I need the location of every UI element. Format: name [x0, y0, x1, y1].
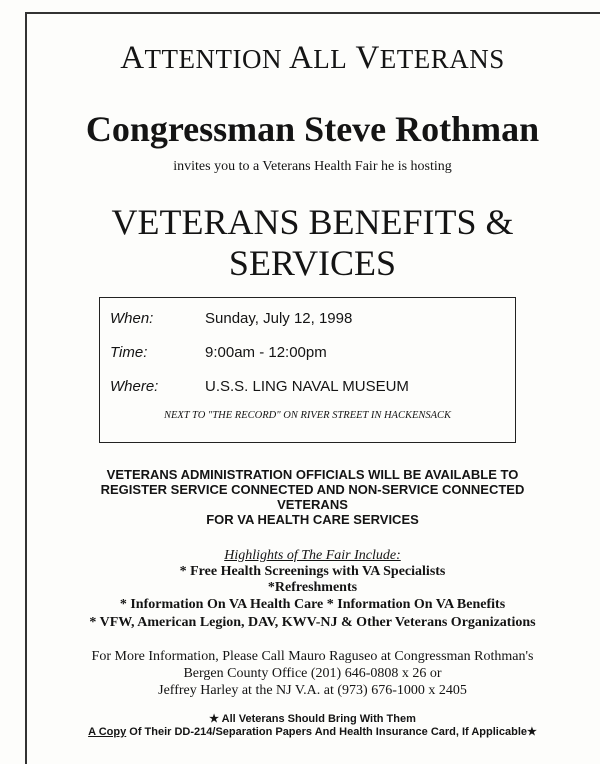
- bring-notice: ★ All Veterans Should Bring With Them: [209, 713, 416, 725]
- invitation-line: invites you to a Veterans Health Fair he is hosting: [173, 159, 452, 174]
- time-value: 9:00am - 12:00pm: [205, 344, 327, 361]
- event-details-box: [99, 297, 516, 443]
- location-note: NEXT TO "THE RECORD" ON RIVER STREET IN HACKENSACK: [163, 410, 452, 421]
- highlight-item: * VFW, American Legion, DAV, KWV-NJ & Other Veterans Organizations: [89, 615, 536, 630]
- time-label: Time:: [110, 344, 148, 361]
- announcement: VETERANS ADMINISTRATION OFFICIALS WILL BE AVAILABLE TO REGISTER SERVICE CONNECTED AND NON-SERVICE CONNECTED VETERANS FOR VA HEALTH CARE SERVICES: [100, 467, 525, 527]
- attention-heading: ATTENTION ALL VETERANS: [120, 40, 505, 76]
- documents-notice: A Copy Of Their DD-214/Separation Papers And Health Insurance Card, If Applicable★: [88, 726, 537, 738]
- contact-info: For More Information, Please Call Mauro Raguseo at Congressman Rothman's Bergen County Office (201) 646-0808 x 26 or Jeffrey Harley at the NJ V.A. at (973) 676-1000 x 2405: [91, 649, 534, 698]
- star-icon: ★: [527, 726, 537, 738]
- where-label: Where:: [110, 378, 159, 395]
- event-title: VETERANS BENEFITS & SERVICES: [111, 202, 514, 283]
- highlights-heading: Highlights of The Fair Include:: [224, 548, 401, 563]
- highlight-item: * Free Health Screenings with VA Specialists: [179, 564, 446, 579]
- when-label: When:: [110, 310, 154, 327]
- when-value: Sunday, July 12, 1998: [205, 310, 353, 327]
- where-value: U.S.S. LING NAVAL MUSEUM: [205, 378, 409, 395]
- host-name: Congressman Steve Rothman: [85, 109, 540, 149]
- star-icon: ★: [209, 713, 219, 725]
- highlight-item: * Information On VA Health Care * Information On VA Benefits: [119, 597, 506, 612]
- highlight-item: *Refreshments: [267, 580, 358, 595]
